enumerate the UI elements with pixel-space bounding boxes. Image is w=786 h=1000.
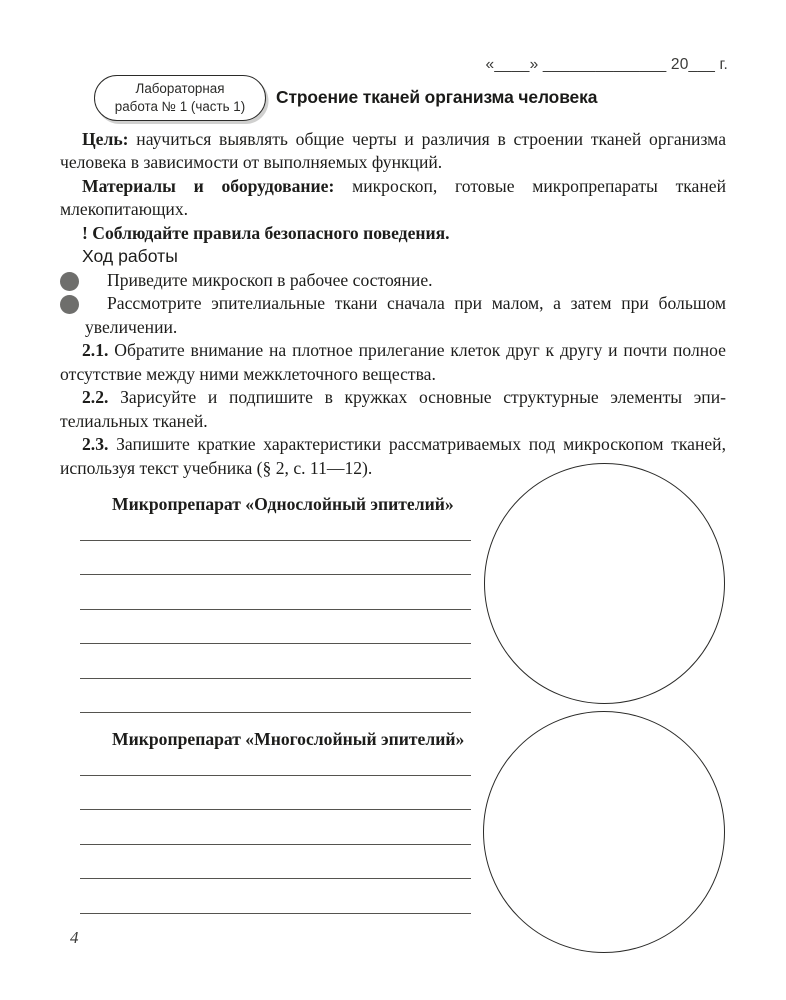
goal-paragraph: [60, 128, 726, 175]
answer-line[interactable]: [80, 540, 471, 541]
content-body: [60, 128, 726, 480]
substep-2-1-number: 2.1.: [82, 340, 109, 361]
date-line: «____» ______________ 20___ г.: [485, 56, 728, 73]
substep-2-3-text: Запишите краткие характеристики рассматриваемых под микроскопом тканей, используя текст учебника (§ 2, с. 11—12).: [60, 434, 726, 478]
section-1-answer-lines[interactable]: [80, 540, 471, 713]
answer-line[interactable]: [80, 643, 471, 644]
answer-line[interactable]: [80, 844, 471, 845]
drawing-circle-multi-layer-epithelium[interactable]: [483, 711, 725, 953]
answer-line[interactable]: [80, 574, 471, 575]
safety-paragraph: [60, 222, 726, 245]
step-number-badge-2: 2: [60, 295, 79, 314]
answer-line[interactable]: [80, 712, 471, 713]
procedure-heading: Ход работы: [82, 246, 178, 267]
materials-paragraph: [60, 175, 726, 222]
step-1: [60, 269, 726, 292]
step-1-text: Приведите микроскоп в рабочее состояние.: [107, 269, 433, 290]
substep-2-1-text: Обратите внимание на плотное прилегание клеток друг к другу и почти полное отсутствие между ними межклеточного вещества.: [60, 340, 726, 384]
substep-2-3-number: 2.3.: [82, 434, 109, 455]
answer-line[interactable]: [80, 775, 471, 776]
substep-2-2-number: 2.2.: [82, 387, 109, 408]
substep-2-2: [60, 386, 726, 433]
section-1-title: Микропрепарат «Однослойный эпителий»: [112, 494, 454, 514]
answer-line[interactable]: [80, 878, 471, 879]
safety-text: ! Соблюдайте правила безопасного поведения.: [82, 222, 450, 243]
section-2-answer-lines[interactable]: [80, 775, 471, 914]
lab-badge-line-1: Лабораторная: [135, 80, 225, 96]
answer-line[interactable]: [80, 913, 471, 914]
lab-work-badge: [94, 75, 266, 121]
drawing-circle-single-layer-epithelium[interactable]: [484, 463, 725, 704]
answer-line[interactable]: [80, 809, 471, 810]
substep-2-1: [60, 339, 726, 386]
step-2-text: Рассмотрите эпителиальные ткани сначала при малом, а затем при большом увеличении.: [85, 293, 726, 337]
section-2-title: Микропрепарат «Многослойный эпителий»: [112, 729, 465, 749]
lab-badge-line-2: работа № 1 (часть 1): [114, 99, 246, 114]
materials-label: Материалы и оборудование:: [82, 175, 335, 196]
step-number-badge-1: 1: [60, 272, 79, 291]
materials-text: микроскоп, готовые микропрепараты тканей млекопитающих.: [60, 175, 726, 220]
header-row: [80, 74, 728, 124]
page-number: 4: [70, 928, 79, 947]
step-2: [60, 292, 726, 339]
goal-text: научиться выявлять общие черты и различия в строении тканей организма человека в зависимости от выполняемых функций.: [60, 129, 726, 173]
goal-label: Цель:: [82, 129, 129, 149]
page-title: Строение тканей организма человека: [276, 87, 598, 107]
substep-2-2-text: Зарисуйте и подпишите в кружках основные структурные элементы эпителиальных тканей.: [60, 387, 726, 431]
answer-line[interactable]: [80, 678, 471, 679]
answer-line[interactable]: [80, 609, 471, 610]
